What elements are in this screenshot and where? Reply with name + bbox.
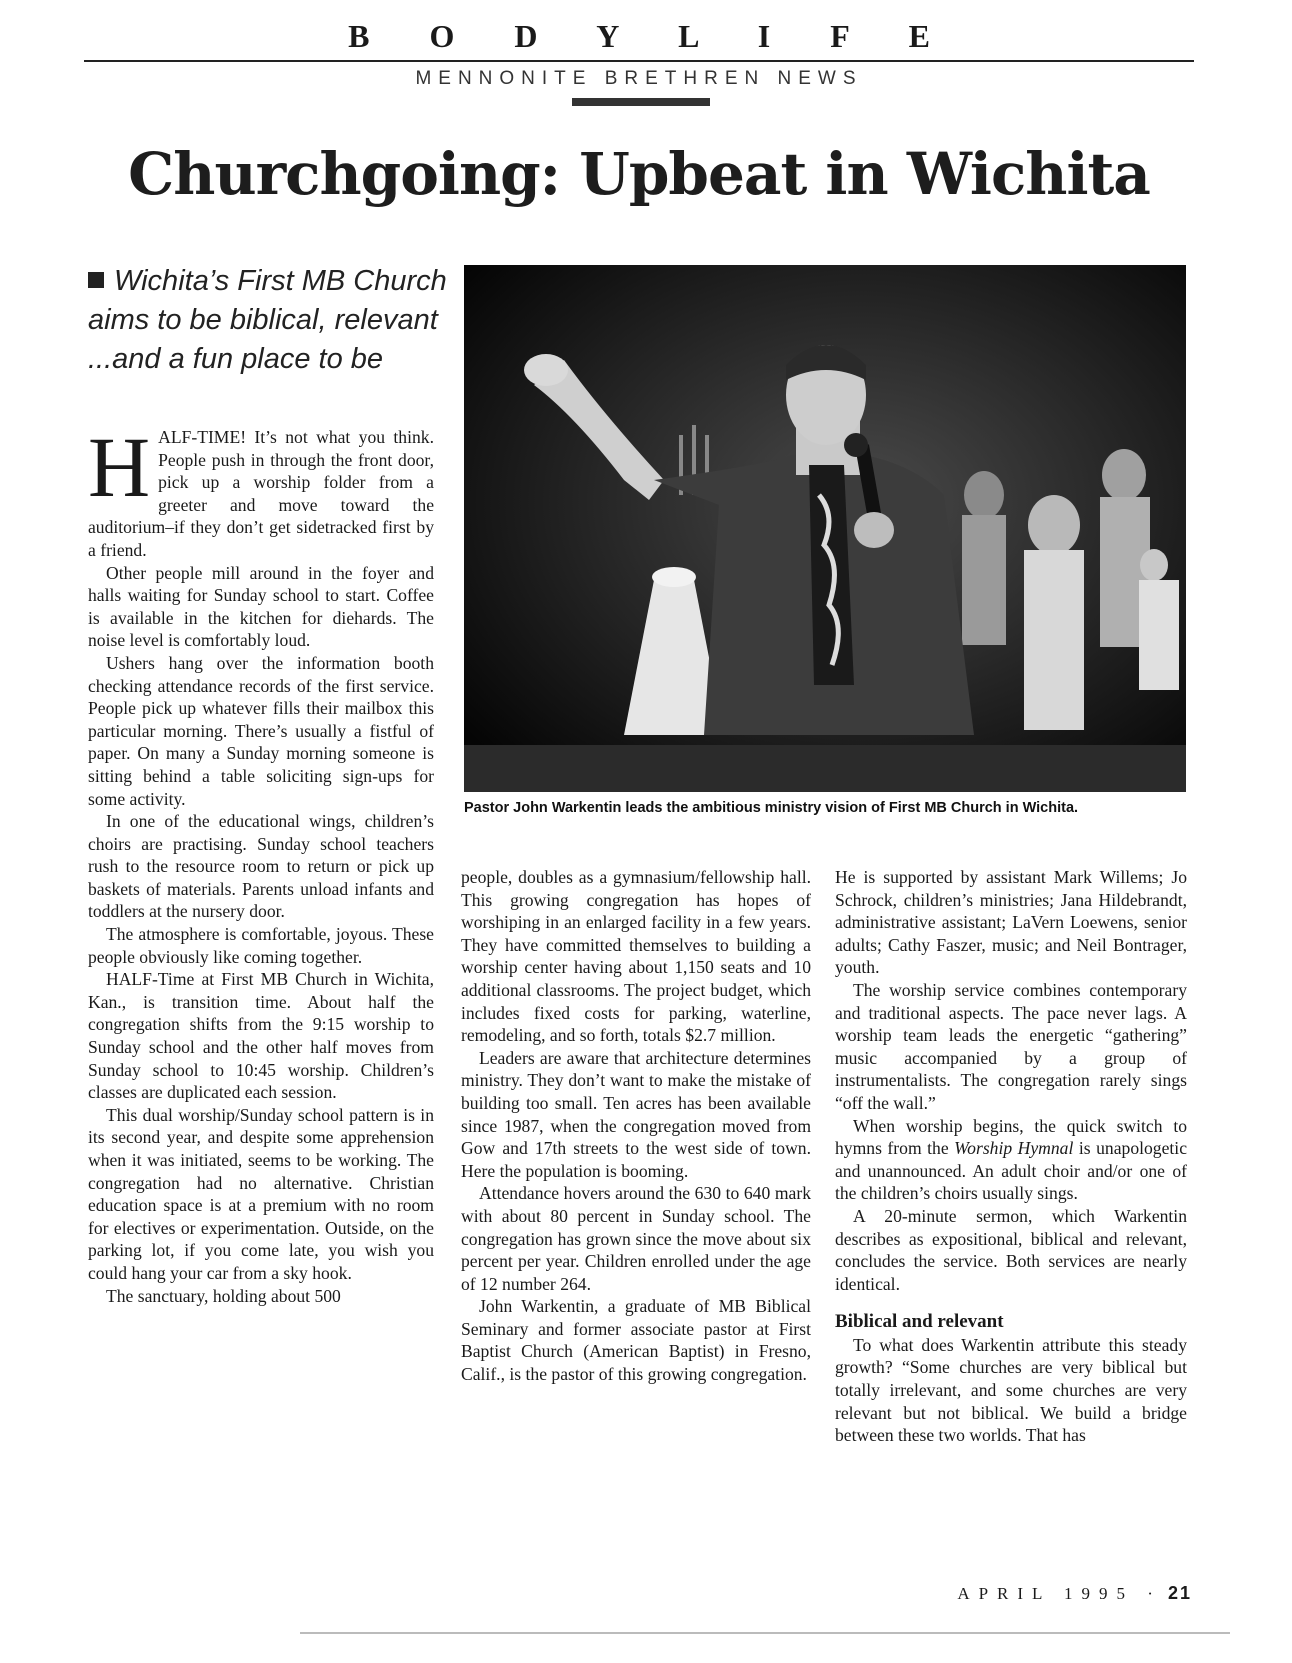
masthead-bar [572, 98, 710, 106]
paragraph: To what does Warkentin attribute this steady growth? “Some churches are very biblical but totally irrelevant, and some churches are very relevant but not biblical. We build a bridge between these two worlds. That has [835, 1334, 1187, 1446]
paragraph: Other people mill around in the foyer and halls waiting for Sunday school to start. Coffee is available in the kitchen for diehards. The noise level is comfortably loud. [88, 562, 434, 651]
article-column-1 [88, 419, 434, 1307]
pastor-preaching-image [464, 265, 1186, 792]
section-subhead: Biblical and relevant [835, 1311, 1004, 1333]
paragraph: Attendance hovers around the 630 to 640 mark with about 80 percent in Sunday school. The congregation has grown since the move about six percent per year. Children enrolled under the age of 12 number 264. [461, 1183, 811, 1294]
pastor-photo [464, 265, 1186, 792]
paragraph: John Warkentin, a graduate of MB Biblical Seminary and former associate pastor at First Baptist Church (American Baptist) in Fresno, Calif., is the pastor of this growing congregation. [461, 1296, 811, 1385]
paragraph: Leaders are aware that architecture determines ministry. They don’t want to make the mistake of building too small. Ten acres has been available since 1987, when the congregation moved from Gow and 17th streets to the west side of town. Here the population is booming. [461, 1047, 811, 1181]
paragraph: people, doubles as a gymnasium/fellowship hall. This growing congregation has hopes of worshiping in an enlarged facility in a few years. They have committed themselves to building a worship center having about 1,150 seats and 10 additional classrooms. The project budget, which includes fixed costs for parking, waterline, remodeling, and so forth, totals $2.7 million. [461, 867, 811, 1046]
paragraph: HALF-Time at First MB Church in Wichita, Kan., is transition time. About half the congregation shifts from the 9:15 worship to Sunday school and the other half moves from Sunday school to 10:45 worship. Children’s classes are duplicated each session. [88, 969, 434, 1103]
paragraph: He is supported by assistant Mark Willems; Jo Schrock, children’s ministries; Jana Hildebrandt, administrative assistant; LaVern Loewens, senior adults; Cathy Faszer, music; and Neil Bontrager, youth. [835, 867, 1187, 978]
paragraph: Ushers hang over the information booth checking attendance records of the first service. People pick up whatever fills their mailbox this particular morning. There’s usually a fistful of paper. On many a Sunday morning someone is sitting behind a table soliciting sign-ups for some activity. [88, 652, 434, 809]
masthead [84, 18, 1194, 89]
hymnal-title: Worship Hymnal [954, 1138, 1074, 1159]
photo-caption: Pastor John Warkentin leads the ambitious ministry vision of First MB Church in Wichita. [464, 800, 1079, 816]
article-deck [88, 262, 448, 379]
article-column-3 [835, 866, 1187, 1447]
paragraph-text: When worship begins, the quick switch to hymns from the [835, 1115, 1187, 1159]
paragraph: A 20-minute sermon, which Warkentin describes as expositional, biblical and relevant, concludes the service. Both services are nearly identical. [835, 1205, 1187, 1294]
paragraph: The sanctuary, holding about 500 [106, 1285, 341, 1306]
paragraph-text: is unapologetic and unannounced. An adult choir and/or one of the children’s choirs usually sings. [835, 1138, 1187, 1204]
magazine-subtitle: MENNONITE BRETHREN NEWS [415, 68, 863, 89]
paragraph: In one of the educational wings, children’s choirs are practising. Sunday school teachers rush to the resource room to return or pick up baskets of materials. Parents unload infants and toddlers at the nursery door. [88, 811, 434, 922]
page-number: 21 [1167, 1583, 1192, 1603]
masthead-rule [84, 60, 1194, 62]
paragraph: This dual worship/Sunday school pattern is in its second year, and despite some apprehension when it was initiated, seems to be working. The congregation had no alternative. Christian education space is at a premium with no room for electives or experimentation. Outside, on the parking lot, if you come late, you wish you could hang your car from a sky hook. [88, 1104, 434, 1283]
magazine-title: B O D Y L I F E [348, 18, 956, 54]
drop-cap: H [88, 419, 151, 515]
paragraph: The worship service combines contemporary and traditional aspects. The pace never lags. A worship team leads the energetic “gathering” music accompanied by a group of instrumentalists. The congregation rarely sings “off the wall.” [835, 979, 1187, 1113]
bullet-square-icon [88, 272, 104, 288]
page-footer [957, 1583, 1192, 1604]
footer-rule [300, 1632, 1230, 1634]
paragraph: The atmosphere is comfortable, joyous. These people obviously like coming together. [88, 924, 434, 967]
article-headline: Churchgoing: Upbeat in Wichita [128, 140, 1150, 208]
article-column-2 [461, 866, 811, 1386]
issue-date: APRIL 1995 · [957, 1584, 1162, 1603]
paragraph [88, 419, 434, 562]
deck-text: Wichita’s First MB Church aims to be biblical, relevant ...and a fun place to be [88, 265, 447, 375]
paragraph [835, 1115, 1187, 1205]
paragraph-text: ALF-TIME! It’s not what you think. People push in through the front door, pick up a worship folder from a greeter and move toward the auditorium–if they don’t get sidetracked first by a friend. [88, 427, 434, 560]
